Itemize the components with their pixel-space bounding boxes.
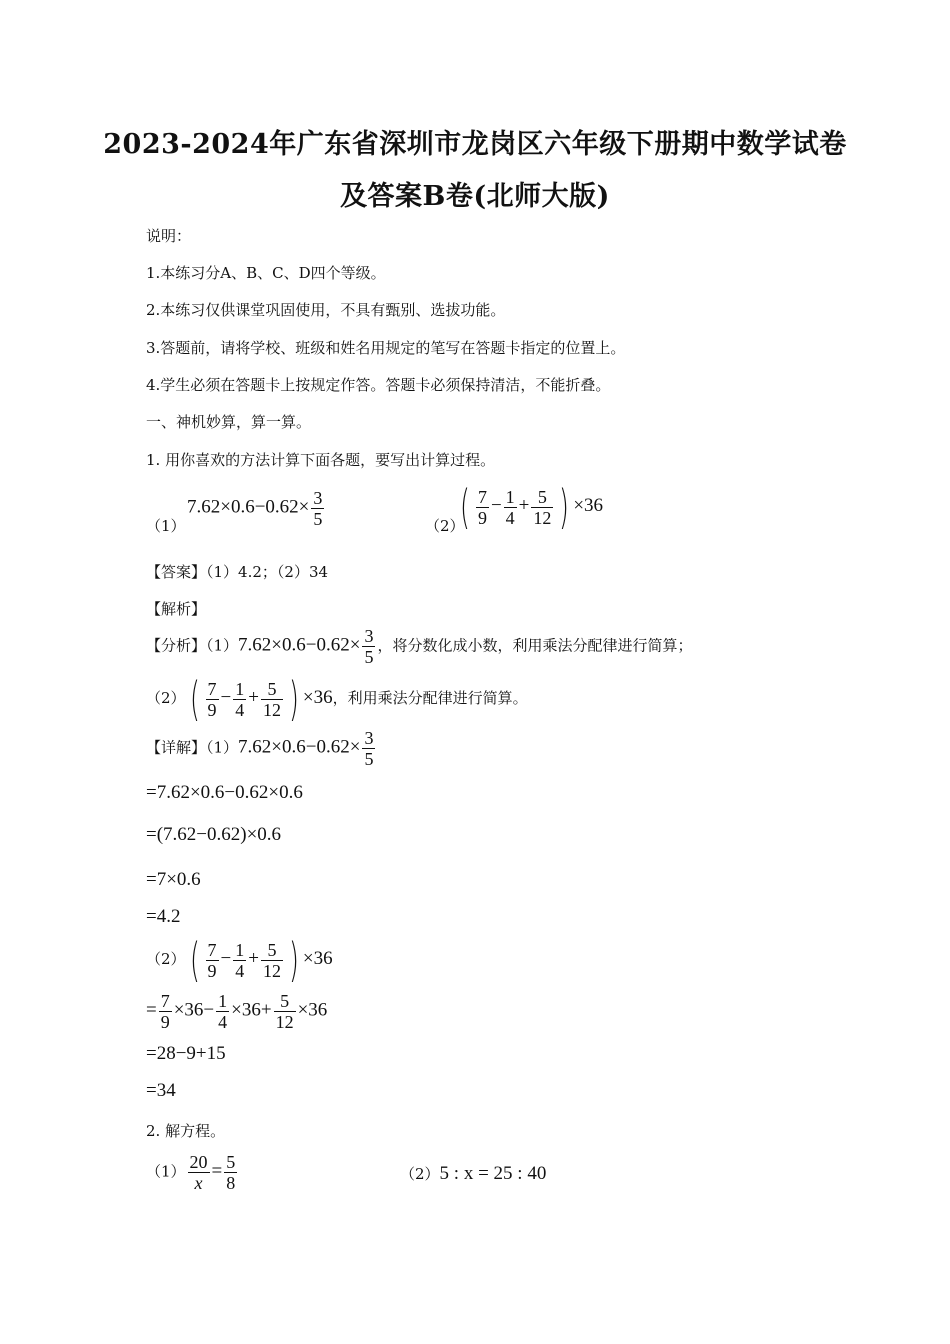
question-1-prompt: 1. 用你喜欢的方法计算下面各题，要写出计算过程。 <box>146 451 496 469</box>
q1-sub1-expression <box>187 488 326 529</box>
document-title-line1: 2023-2024年广东省深圳市龙岗区六年级下册期中数学试卷 <box>103 129 847 160</box>
note-item-2: 2.本练习仅供课堂巩固使用，不具有甄别、选拔功能。 <box>146 301 506 319</box>
document-title-line2: 及答案B卷(北师大版) <box>340 181 610 212</box>
step-5: = $\frac{7}{9}$ ×36− $\frac{1}{4}$ ×36+ $\frac{5}{12}$ ×36 <box>146 991 328 1032</box>
fraction-3-5: $\frac{3}{5}$ <box>313 488 323 529</box>
note-item-4: 4.学生必须在答题卡上按规定作答。答题卡必须保持清洁，不能折叠。 <box>146 376 611 394</box>
note-item-1: 1.本练习分A、B、C、D四个等级。 <box>146 264 386 282</box>
q1-sub2-expression: ( $\frac{7}{9}$ − $\frac{1}{4}$ + $\frac{5}{12}$ ) ×36 <box>460 480 604 534</box>
fenxi-line-2: （2）( $\frac{7}{9}$ − $\frac{1}{4}$ + $\frac{5}{12}$ ) ×36，利用乘法分配律进行简算。 <box>146 672 528 726</box>
step-6: =28−9+15 <box>146 1043 226 1064</box>
note-item-3: 3.答题前，请将学校、班级和姓名用规定的笔写在答题卡指定的位置上。 <box>146 339 626 357</box>
answer-line: 【答案】（1）4.2；（2）34 <box>146 563 329 581</box>
step-3: =7×0.6 <box>146 869 201 890</box>
part2-expression: （2）( $\frac{7}{9}$ − $\frac{1}{4}$ + $\frac{5}{12}$ ) ×36 <box>146 933 333 987</box>
detail-line: 【详解】（1）7.62×0.6−0.62× $\frac{3}{5}$ <box>146 728 374 769</box>
question-2-prompt: 2. 解方程。 <box>146 1122 226 1140</box>
q2-sub2: （2）5 : x = 25 : 40 <box>400 1163 547 1184</box>
step-7: =34 <box>146 1080 176 1101</box>
step-4: =4.2 <box>146 906 181 927</box>
fenxi-line-1: 【分析】（1）7.62×0.6−0.62× $\frac{3}{5}$ ，将分数化成小数，利用乘法分配律进行简算； <box>146 626 693 667</box>
step-1: =7.62×0.6−0.62×0.6 <box>146 782 303 803</box>
analysis-heading: 【解析】 <box>146 600 207 618</box>
q1-sub1-label: （1） <box>146 517 186 535</box>
notes-heading: 说明： <box>146 227 192 245</box>
section-heading: 一、神机妙算，算一算。 <box>146 413 312 431</box>
q2-sub1: （1） $\frac{20}{x}$ = $\frac{5}{8}$ <box>146 1152 236 1193</box>
expr-text: 7.62×0.6−0.62× <box>187 496 310 518</box>
q1-sub2-label: （2） <box>425 517 465 535</box>
step-2: =(7.62−0.62)×0.6 <box>146 824 282 845</box>
